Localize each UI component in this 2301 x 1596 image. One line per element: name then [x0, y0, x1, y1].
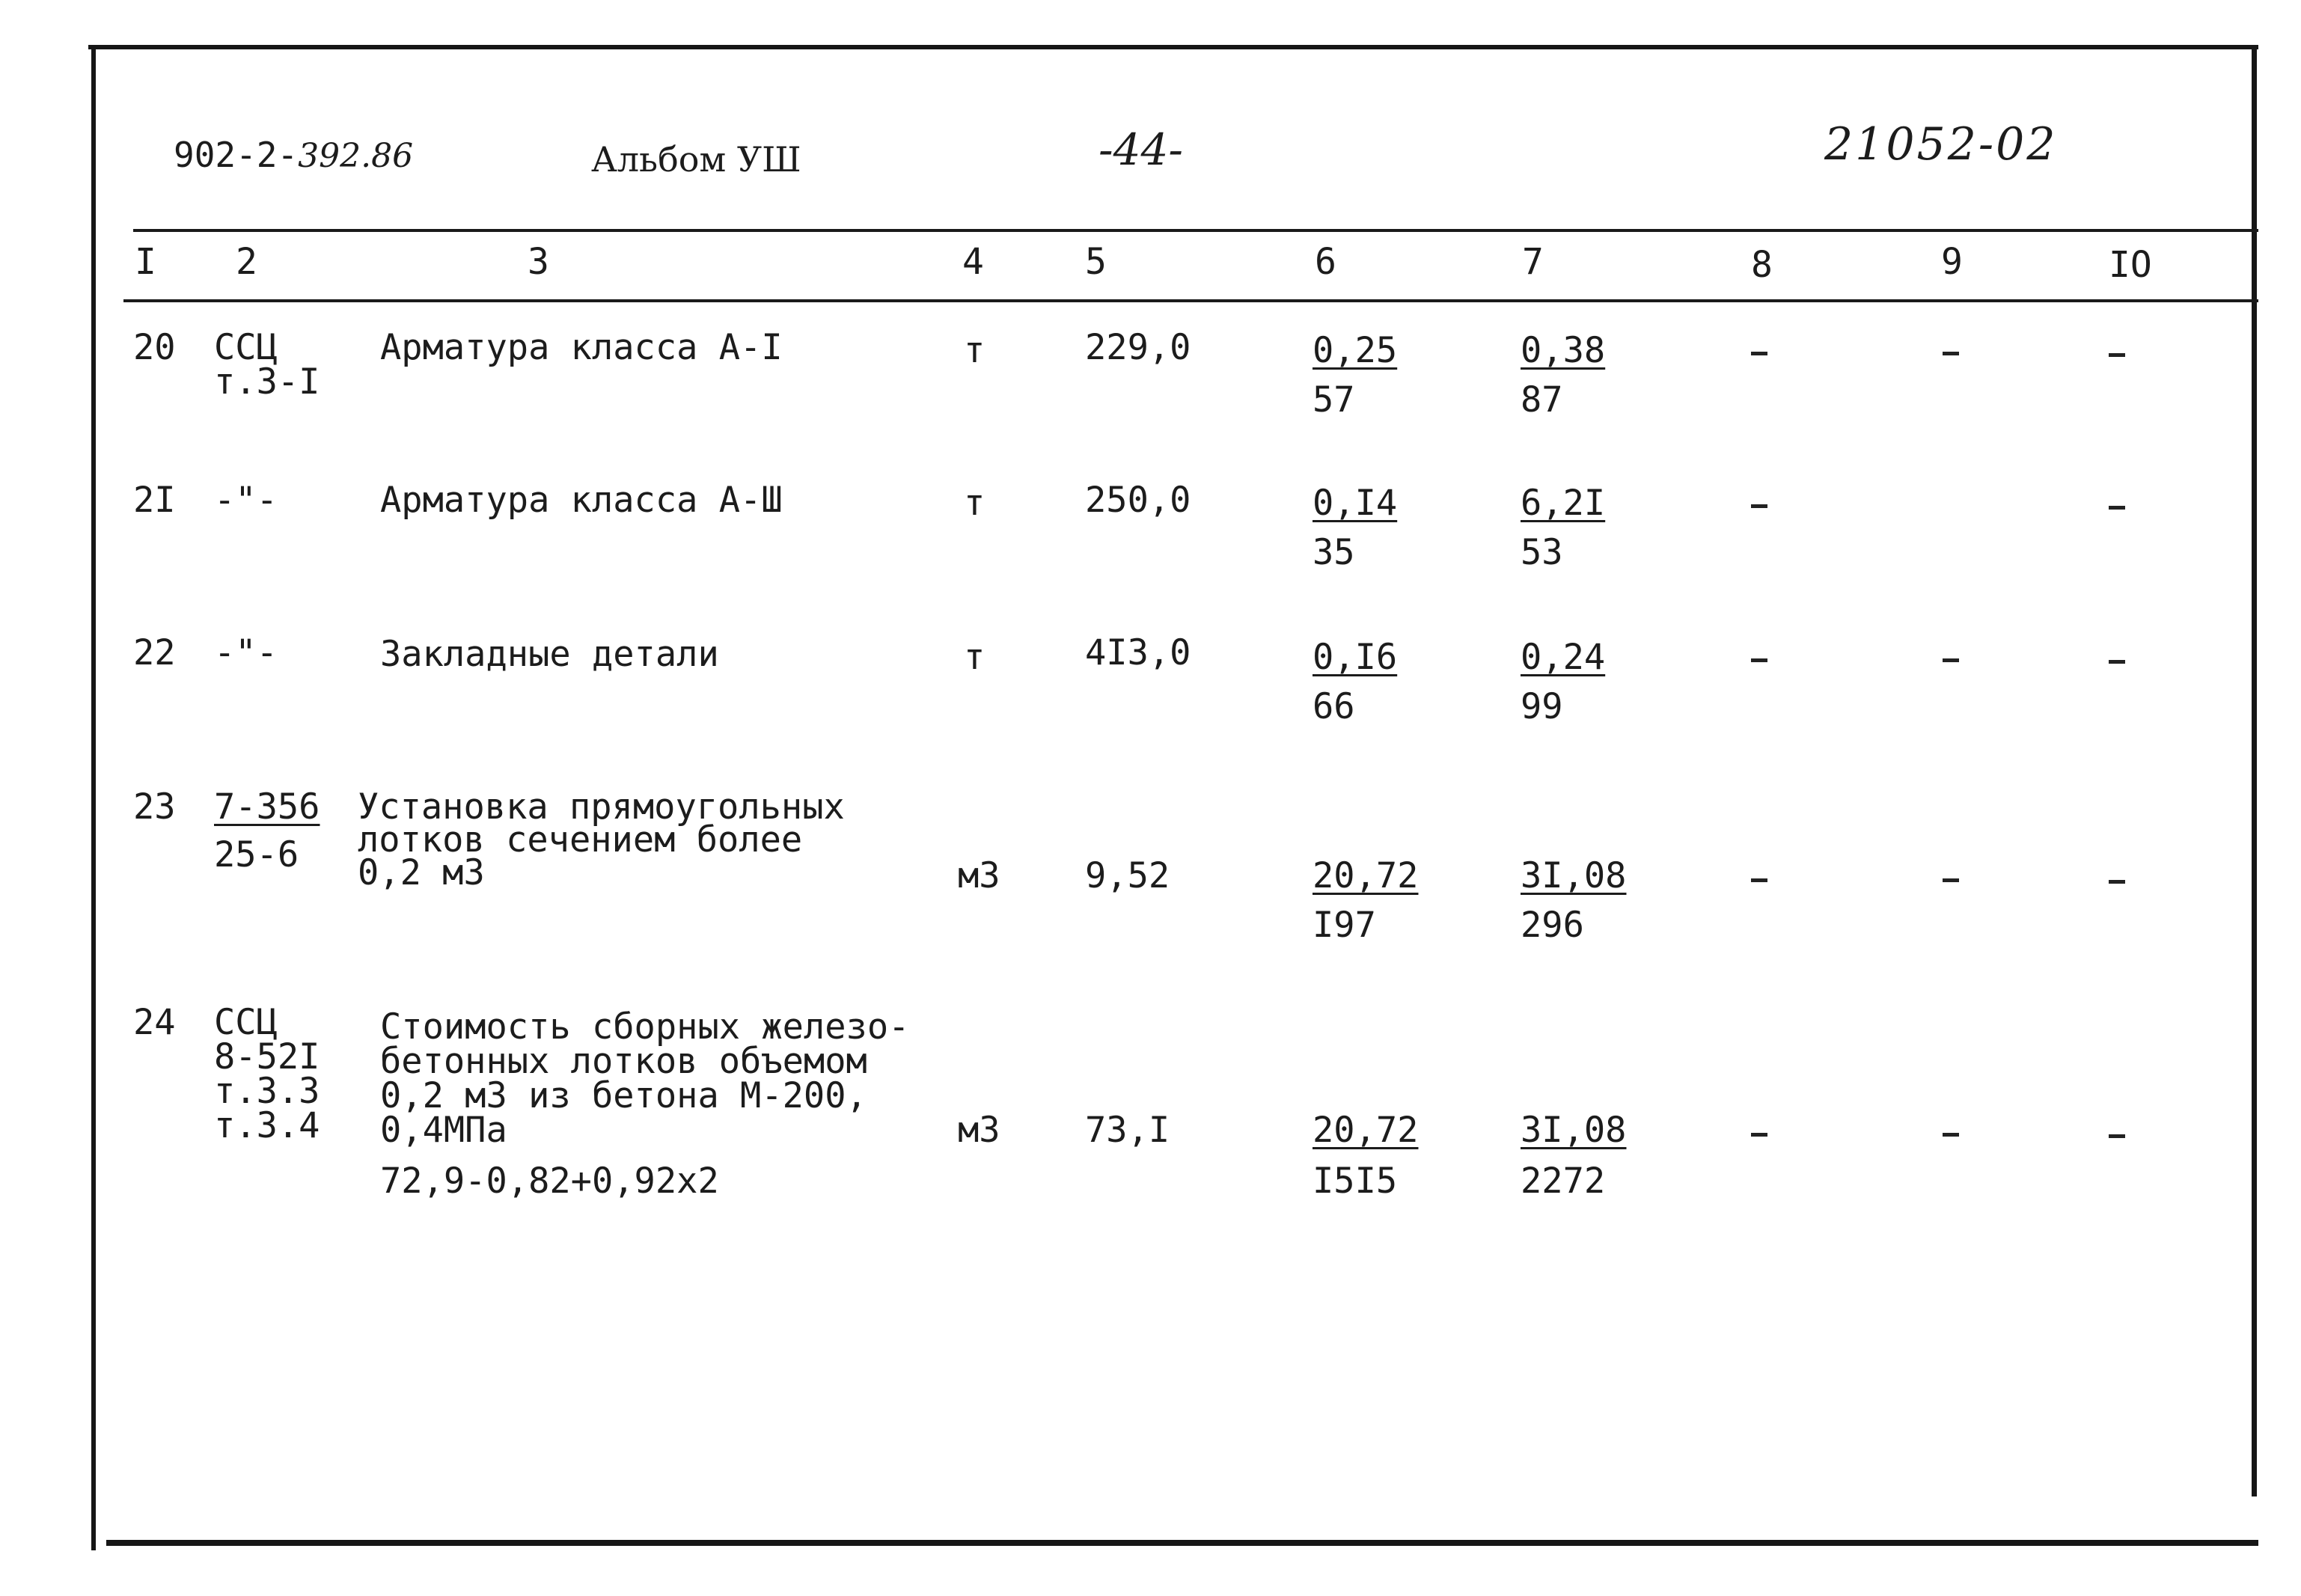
unit: м3: [958, 855, 1000, 896]
column-8-dash: [1751, 504, 1767, 508]
column-7-top-value: 3I,08: [1521, 855, 1627, 896]
column-number-8: 8: [1751, 244, 1773, 286]
price-code-line: 25-6: [214, 834, 299, 875]
column-6-bottom-value: 57: [1313, 379, 1355, 421]
album-label: Альбом УШ: [591, 139, 801, 180]
quantity: 9,52: [1085, 855, 1170, 896]
document-code-prefix: 902-2-: [174, 135, 299, 175]
column-10-dash: [2109, 353, 2125, 357]
column-6-bottom-value: 66: [1313, 686, 1355, 727]
row-number: 22: [133, 632, 176, 673]
column-6-top-value: 0,25: [1313, 330, 1398, 371]
frame-left-border: [91, 45, 96, 1550]
price-code-line: ССЦ: [214, 327, 278, 368]
header-rule: [133, 229, 2258, 232]
column-8-dash: [1751, 658, 1767, 662]
price-code-line: ССЦ: [214, 1002, 278, 1043]
column-10-dash: [2109, 1134, 2125, 1138]
item-description: 0,2 м3 из бетона М-200,: [380, 1075, 867, 1116]
column-number-7: 7: [1522, 241, 1544, 283]
document-code-handwritten: 392.86: [298, 137, 414, 175]
column-9-dash: [1943, 878, 1959, 882]
column-6-top-value: 0,I6: [1313, 637, 1398, 678]
price-code-line: -"-: [214, 480, 278, 521]
price-code-line: т.3-I: [214, 361, 320, 403]
column-6-top-value: 0,I4: [1313, 483, 1398, 524]
item-description: Арматура класса А-I: [380, 327, 783, 368]
price-code-line: -"-: [214, 632, 278, 673]
column-6-bottom-value: 35: [1313, 532, 1355, 573]
column-7-bottom-value: 53: [1521, 532, 1563, 573]
row-number: 20: [133, 327, 176, 368]
unit: т: [964, 483, 986, 524]
column-number-3: 3: [528, 241, 549, 283]
item-description: лотков сечением более: [358, 819, 803, 860]
frame-right-border: [2252, 45, 2257, 1496]
unit: м3: [958, 1110, 1000, 1151]
column-6-bottom-value: I97: [1313, 905, 1376, 946]
quantity: 73,I: [1085, 1110, 1170, 1151]
column-7-bottom-value: 87: [1521, 379, 1563, 421]
row-number: 24: [133, 1002, 176, 1043]
frame-bottom-border: [106, 1540, 2258, 1546]
column-9-dash: [1943, 658, 1959, 662]
column-number-9: 9: [1941, 241, 1963, 283]
page-number: -44-: [1098, 124, 1183, 175]
column-number-4: 4: [962, 241, 984, 283]
column-8-dash: [1751, 352, 1767, 355]
price-code-line: т.3.3: [214, 1071, 320, 1112]
frame-top-border: [88, 45, 2258, 49]
price-code-line: 7-356: [214, 786, 320, 828]
item-description: 0,2 м3: [358, 852, 485, 893]
document-code: [174, 135, 413, 175]
item-description: 0,4МПа: [380, 1110, 507, 1151]
column-header-rule: [123, 299, 2258, 302]
column-9-dash: [1943, 352, 1959, 355]
column-9-dash: [1943, 1133, 1959, 1137]
row-number: 23: [133, 786, 176, 828]
column-10-dash: [2109, 660, 2125, 664]
column-10-dash: [2109, 506, 2125, 510]
column-7-bottom-value: 99: [1521, 686, 1563, 727]
item-description: Закладные детали: [380, 634, 719, 675]
column-6-bottom-value: I5I5: [1313, 1161, 1398, 1202]
column-7-top-value: 0,38: [1521, 330, 1606, 371]
column-6-top-value: 20,72: [1313, 855, 1419, 896]
column-7-top-value: 6,2I: [1521, 483, 1606, 524]
quantity-calculation-note: 72,9-0,82+0,92х2: [380, 1161, 719, 1202]
column-7-top-value: 0,24: [1521, 637, 1606, 678]
quantity: 4I3,0: [1085, 632, 1191, 673]
item-description: Стоимость сборных железо-: [380, 1006, 910, 1048]
column-7-bottom-value: 2272: [1521, 1161, 1606, 1202]
column-number-6: 6: [1315, 241, 1336, 283]
unit: т: [964, 637, 986, 678]
unit: т: [964, 330, 986, 371]
column-6-top-value: 20,72: [1313, 1110, 1419, 1151]
column-number-10: IO: [2109, 244, 2152, 286]
item-description: бетонных лотков объемом: [380, 1041, 867, 1082]
item-description: Арматура класса А-Ш: [380, 480, 783, 521]
column-7-bottom-value: 296: [1521, 905, 1584, 946]
column-10-dash: [2109, 880, 2125, 884]
column-number-1: I: [135, 241, 156, 283]
price-code-line: 8-52I: [214, 1036, 320, 1077]
column-7-top-value: 3I,08: [1521, 1110, 1627, 1151]
quantity: 250,0: [1085, 480, 1191, 521]
column-8-dash: [1751, 878, 1767, 882]
row-number: 2I: [133, 480, 176, 521]
column-number-2: 2: [236, 241, 257, 283]
price-code-line: т.3.4: [214, 1105, 320, 1146]
column-number-5: 5: [1085, 241, 1107, 283]
column-8-dash: [1751, 1133, 1767, 1137]
quantity: 229,0: [1085, 327, 1191, 368]
item-description: Установка прямоугольных: [358, 786, 845, 828]
sheet-code: 21052-02: [1824, 118, 2058, 171]
